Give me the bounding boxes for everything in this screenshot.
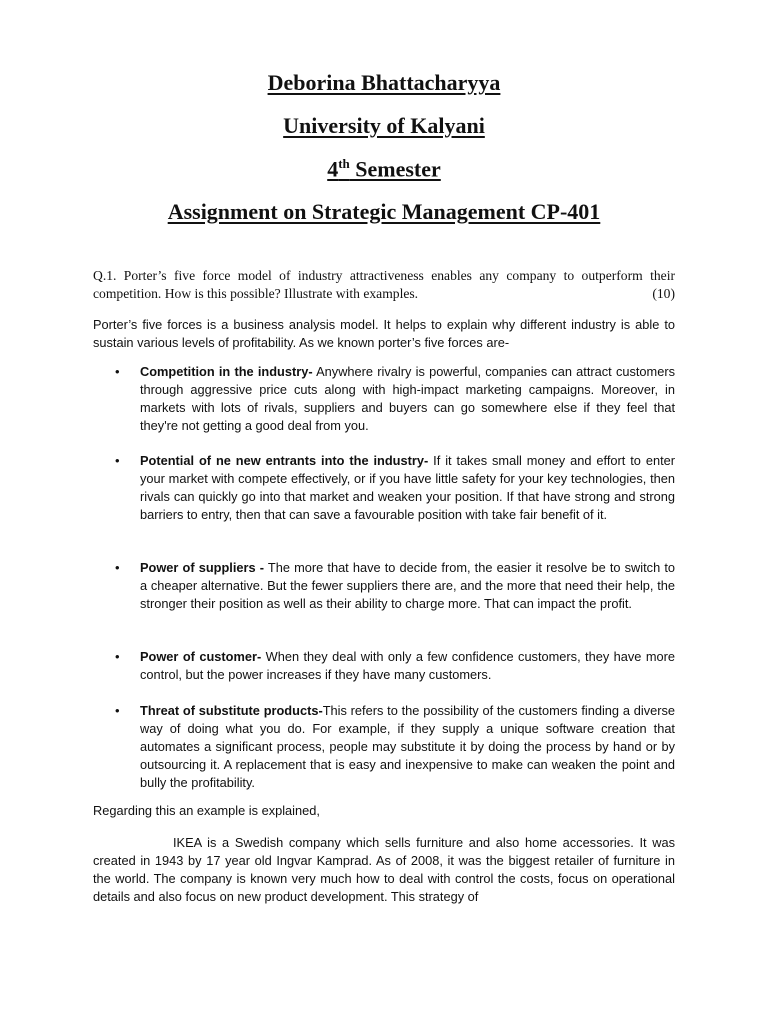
bullet-text: This refers to the possibility of the customers finding a diverse way of doing what you do. For example, if they supply a unique software creation that automates a significant process, people may substitute it by doing the process by hand or by outsourcing it. A replacement that is easy and inexpensive to make can weaken the point and bully the profitability.	[140, 703, 675, 790]
question-marks: (10)	[652, 286, 675, 301]
bullet-icon: •	[115, 703, 120, 718]
list-item	[93, 363, 675, 435]
bullet-term: Competition in the industry-	[140, 364, 313, 379]
question-block	[93, 267, 675, 303]
list-item	[93, 702, 675, 792]
bullet-text: The more that have to decide from, the easier it resolve be to switch to a cheaper alternative. But the fewer suppliers there are, and the more that need their help, the stronger their position as well as their ability to charge more. That can impact the profit.	[140, 560, 675, 611]
list-item	[93, 559, 675, 613]
bullet-text: When they deal with only a few confidence customers, they have more control, but the power increases if they have many customers.	[140, 649, 676, 682]
regarding-paragraph: Regarding this an example is explained,	[93, 803, 320, 818]
bullet-icon: •	[115, 453, 120, 468]
question-text: Q.1. Porter’s five force model of industry attractiveness enables any company to outperform their competition. How is this possible? Illustrate with examples.	[93, 268, 675, 301]
list-item	[93, 452, 675, 524]
bullet-term: Power of customer-	[140, 649, 262, 664]
assignment-title: Assignment on Strategic Management CP-401	[167, 199, 601, 224]
bullet-term: Threat of substitute products-	[140, 703, 323, 718]
bullet-text: Anywhere rivalry is powerful, companies can attract customers through aggressive price cuts along with high-impact marketing campaigns. Moreover, in markets with lots of rivals, suppliers and buyers can go somewhere else if they feel that they're not getting a good deal from you.	[140, 364, 675, 433]
bullet-text: If it takes small money and effort to enter your market with compete effectively, or if you have little safety for your key technologies, then rivals can quickly go into that market and weaken your position. If that have strong and strong barriers to entry, then that can save a favourable position with take fair benefit of it.	[140, 453, 675, 522]
bullet-icon: •	[115, 649, 120, 664]
author-name: Deborina Bhattacharyya	[267, 70, 501, 95]
bullet-icon: •	[115, 560, 120, 575]
bullet-term: Potential of ne new entrants into the industry-	[140, 453, 429, 468]
semester-word: Semester	[349, 156, 441, 182]
list-item	[93, 648, 675, 684]
university-name: University of Kalyani	[283, 113, 485, 138]
ikea-text: IKEA is a Swedish company which sells furniture and also home accessories. It was created in 1943 by 17 year old Ingvar Kamprad. As of 2008, it was the biggest retailer of furniture in the world. The company is known very much how to deal with control the costs, focus on operational details and also focus on new product development. This strategy of	[93, 835, 675, 904]
semester-heading	[0, 156, 768, 182]
semester-number: 4	[327, 156, 339, 182]
ikea-paragraph	[93, 834, 675, 906]
intro-paragraph: Porter’s five forces is a business analysis model. It helps to explain why different industry is able to sustain various levels of profitability. As we known porter’s five forces are-	[93, 317, 675, 350]
bullet-term: Power of suppliers -	[140, 560, 265, 575]
bullet-icon: •	[115, 364, 120, 379]
semester-suffix: th	[338, 156, 350, 171]
